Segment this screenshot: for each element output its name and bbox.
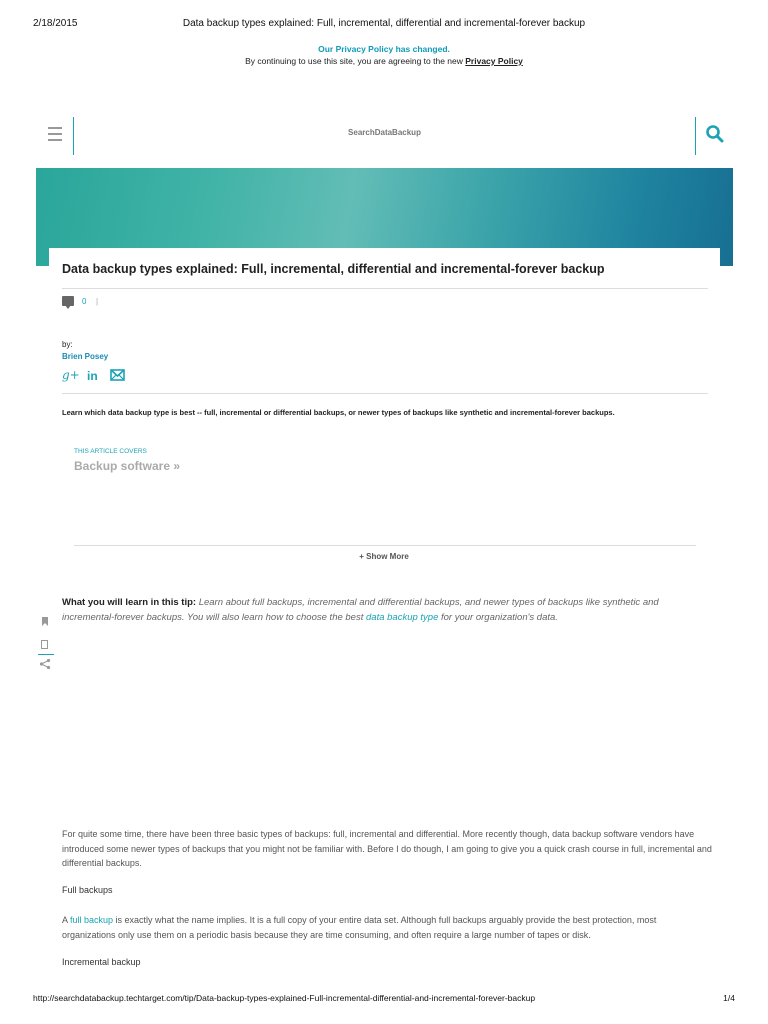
full-backups-paragraph bbox=[62, 913, 712, 942]
share-icon[interactable] bbox=[39, 658, 51, 670]
full-text-prefix: A bbox=[62, 915, 71, 925]
covers-label: THIS ARTICLE COVERS bbox=[74, 448, 147, 455]
comment-count[interactable]: 0 bbox=[82, 297, 87, 306]
full-backups-heading: Full backups bbox=[62, 885, 113, 895]
linkedin-icon[interactable]: in bbox=[87, 369, 98, 383]
learn-text: Learn about full backups, incremental and differential backups, and newer types of backups like synthetic and incremental-forever backups. You will also learn how to choose the best bbox=[62, 597, 659, 623]
side-divider bbox=[38, 654, 54, 655]
learn-text-end: for your organization's data. bbox=[438, 612, 558, 623]
divider bbox=[62, 288, 708, 289]
intro-paragraph: For quite some time, there have been three basic types of backups: full, incremental and differential. More recently though, data backup software vendors have introduced some newer types of backups that you might not be familiar with. Before I do though, I am going to give you a quick crash course in full, incremental and differential backups. bbox=[62, 829, 712, 868]
search-icon[interactable] bbox=[704, 123, 726, 145]
byline-label: by: bbox=[62, 340, 73, 349]
divider bbox=[62, 393, 708, 394]
comment-icon[interactable] bbox=[62, 296, 74, 306]
page-number: 1/4 bbox=[723, 993, 735, 1003]
data-backup-type-link[interactable]: data backup type bbox=[366, 612, 439, 623]
privacy-changed-text: Our Privacy Policy has changed. bbox=[318, 44, 450, 54]
incremental-backup-heading: Incremental backup bbox=[62, 957, 141, 967]
covers-topic-link[interactable] bbox=[74, 459, 180, 473]
covers-topic-text: Backup software bbox=[74, 459, 171, 473]
full-text-body: is exactly what the name implies. It is a full copy of your entire data set. Although full backups arguably provide the best protection, most organizations only use them on a periodic basis because they are time consuming, and often require a large number of tapes or disk. bbox=[62, 915, 657, 940]
learn-paragraph bbox=[62, 595, 702, 625]
print-date: 2/18/2015 bbox=[33, 18, 78, 29]
privacy-body bbox=[0, 55, 768, 67]
site-name[interactable]: SearchDataBackup bbox=[348, 128, 421, 137]
site-navbar bbox=[36, 117, 733, 155]
learn-label: What you will learn in this tip: bbox=[62, 597, 197, 608]
author-link[interactable]: Brien Posey bbox=[62, 352, 109, 361]
article-headline: Data backup types explained: Full, incremental, differential and incremental-forever backup bbox=[62, 262, 605, 276]
comment-separator: | bbox=[96, 297, 99, 306]
privacy-text: By continuing to use this site, you are agreeing to the new bbox=[245, 56, 466, 66]
bookmark-icon[interactable] bbox=[42, 617, 48, 626]
email-icon[interactable] bbox=[110, 369, 125, 381]
double-chevron-right-icon: » bbox=[173, 459, 181, 473]
print-header bbox=[33, 18, 735, 32]
article-card bbox=[49, 248, 720, 1008]
print-url: http://searchdatabackup.techtarget.com/tip/Data-backup-types-explained-Full-incremental-differential-and-incremental-forever-backup bbox=[33, 993, 536, 1003]
google-plus-icon[interactable]: g+ bbox=[62, 368, 80, 382]
show-more-button[interactable]: + Show More bbox=[359, 552, 409, 561]
privacy-notice bbox=[0, 43, 768, 67]
privacy-policy-link[interactable]: Privacy Policy bbox=[465, 56, 523, 66]
article-summary: Learn which data backup type is best -- full, incremental or differential backups, or newer types of backups like synthetic and incremental-forever backups. bbox=[62, 408, 615, 417]
nav-divider bbox=[695, 117, 696, 155]
full-backup-link[interactable]: full backup bbox=[70, 915, 114, 925]
document-icon[interactable] bbox=[41, 640, 48, 649]
divider bbox=[74, 545, 696, 546]
print-title: Data backup types explained: Full, incremental, differential and incremental-forever backup bbox=[182, 18, 586, 29]
